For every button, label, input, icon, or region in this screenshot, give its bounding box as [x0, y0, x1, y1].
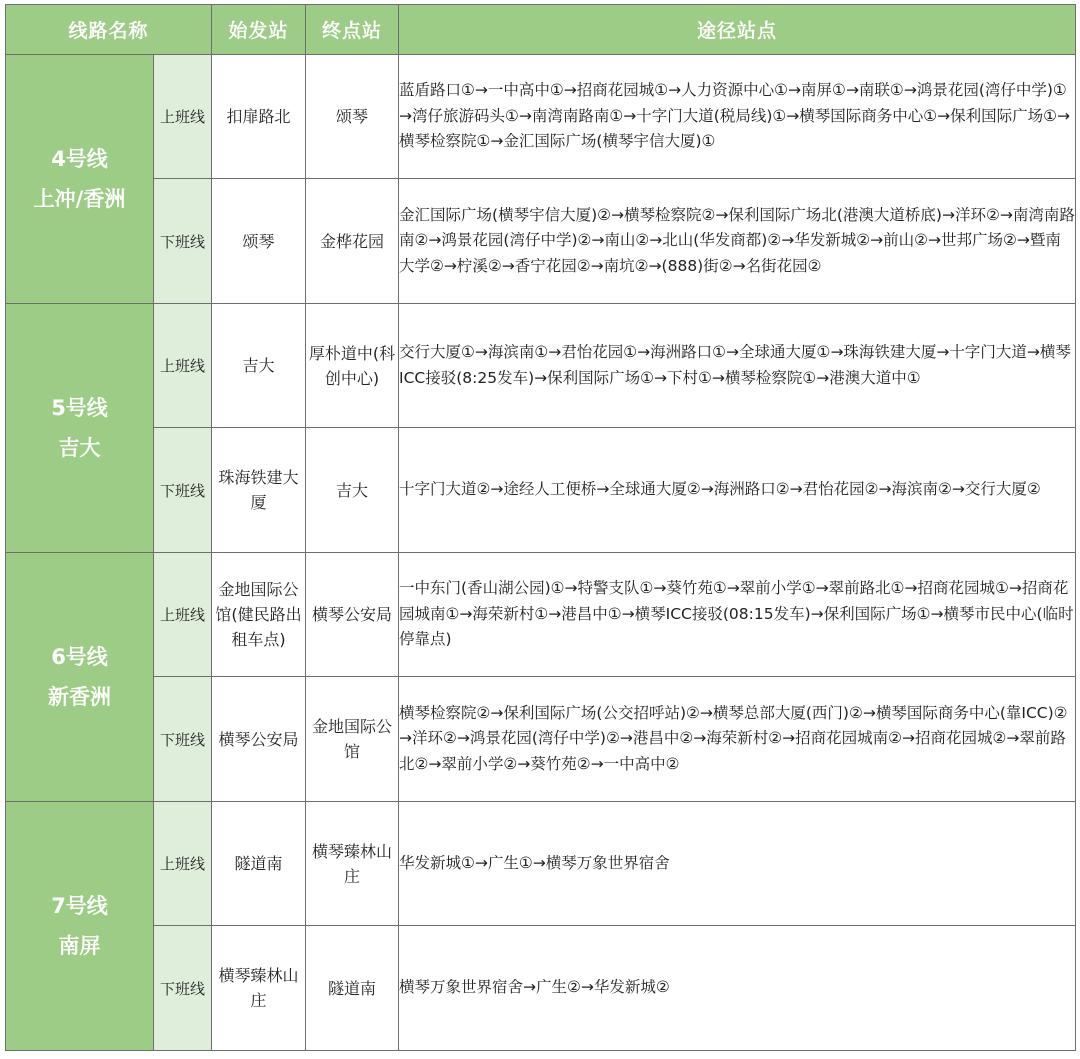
origin-text: 横琴臻林山庄 — [218, 966, 299, 1010]
origin-text: 扣扉路北 — [226, 107, 291, 126]
route-6-cell — [6, 553, 154, 802]
via-stops: 蓝盾路口①→一中高中①→招商花园城①→人力资源中心①→南屏①→南联①→鸿景花园(湾仔中学)①→湾仔旅游码头①→南湾南路南①→十字门大道(税局线)①→横琴国际商务中心①→保利国际广场①→横琴检察院①→金汇国际广场(横琴宇信大厦)① — [399, 55, 1076, 179]
origin-station — [212, 677, 306, 802]
origin-station — [212, 802, 306, 926]
terminal-text: 颂琴 — [336, 107, 369, 126]
terminal-text: 金地国际公馆 — [312, 717, 393, 761]
table-row — [6, 553, 1076, 677]
origin-station — [212, 553, 306, 677]
terminal-text: 金桦花园 — [320, 231, 385, 251]
direction-label: 上班线 — [154, 553, 212, 677]
via-stops: 金汇国际广场(横琴宇信大厦)②→横琴检察院②→保利国际广场北(港澳大道桥底)→洋环②→南湾南路南②→鸿景花园(湾仔中学)②→南山②→北山(华发商都)②→华发新城②→前山②→世邦广场②→暨南大学②→柠溪②→香宁花园②→南坑②→(888)街②→名街花园② — [399, 179, 1076, 304]
origin-station — [212, 926, 306, 1051]
direction-label: 上班线 — [154, 55, 212, 179]
direction-label: 下班线 — [154, 179, 212, 304]
table-row — [6, 926, 1076, 1051]
origin-station — [212, 428, 306, 553]
origin-station — [212, 55, 306, 179]
terminal-text: 厚朴道中(科创中心) — [308, 343, 396, 388]
table-row — [6, 304, 1076, 428]
direction-label: 下班线 — [154, 677, 212, 802]
origin-station — [212, 179, 306, 304]
origin-text: 颂琴 — [242, 231, 275, 251]
via-stops: 一中东门(香山湖公园)①→特警支队①→葵竹苑①→翠前小学①→翠前路北①→招商花园城①→招商花园城南①→海荣新村①→港昌中①→横琴ICC接驳(08:15发车)→保利国际广场①→横琴市民中心(临时停靠点) — [399, 553, 1076, 677]
via-stops: 交行大厦①→海滨南①→君怡花园①→海洲路口①→全球通大厦①→珠海铁建大厦→十字门大道→横琴ICC接驳(8:25发车)→保利国际广场①→下村①→横琴检察院①→港澳大道中① — [399, 304, 1076, 428]
terminal-station — [306, 55, 399, 179]
table-row — [6, 428, 1076, 553]
route-name: 4号线 — [51, 147, 108, 171]
route-4-cell — [6, 55, 154, 304]
header-terminal: 终点站 — [306, 5, 399, 55]
terminal-text: 横琴公安局 — [312, 605, 393, 624]
via-stops: 横琴万象世界宿舍→广生②→华发新城② — [399, 926, 1076, 1051]
origin-text: 横琴公安局 — [218, 729, 299, 749]
terminal-text: 隧道南 — [328, 978, 377, 998]
terminal-text: 横琴臻林山庄 — [312, 841, 393, 886]
terminal-station — [306, 179, 399, 304]
route-5-cell — [6, 304, 154, 553]
via-stops: 十字门大道②→途经人工便桥→全球通大厦②→海洲路口②→君怡花园②→海滨南②→交行大厦② — [399, 428, 1076, 553]
route-name: 5号线 — [51, 396, 108, 420]
header-via: 途径站点 — [399, 5, 1076, 55]
terminal-station — [306, 304, 399, 428]
table-row — [6, 677, 1076, 802]
terminal-station — [306, 428, 399, 553]
route-name: 7号线 — [51, 894, 108, 918]
route-7-cell — [6, 802, 154, 1051]
origin-text: 金地国际公馆(健民路出租车点) — [215, 580, 302, 649]
header-route-name: 线路名称 — [6, 5, 212, 55]
direction-label: 下班线 — [154, 926, 212, 1051]
table-row — [6, 802, 1076, 926]
origin-text: 隧道南 — [234, 854, 283, 873]
route-area: 吉大 — [58, 436, 101, 460]
header-origin: 始发站 — [212, 5, 306, 55]
via-stops: 华发新城①→广生①→横琴万象世界宿舍 — [399, 802, 1076, 926]
table-row — [6, 179, 1076, 304]
direction-label: 下班线 — [154, 428, 212, 553]
terminal-station — [306, 926, 399, 1051]
route-area: 新香洲 — [48, 685, 111, 709]
direction-label: 上班线 — [154, 304, 212, 428]
direction-label: 上班线 — [154, 802, 212, 926]
terminal-text: 吉大 — [336, 480, 369, 500]
origin-text: 珠海铁建大厦 — [218, 468, 299, 512]
origin-text: 吉大 — [242, 356, 275, 375]
route-table-container — [5, 4, 1075, 1051]
shuttle-route-table — [5, 4, 1076, 1051]
route-area: 南屏 — [58, 934, 101, 958]
origin-station — [212, 304, 306, 428]
route-area: 上冲/香洲 — [33, 187, 126, 211]
terminal-station — [306, 677, 399, 802]
terminal-station — [306, 553, 399, 677]
via-stops: 横琴检察院②→保利国际广场(公交招呼站)②→横琴总部大厦(西门)②→横琴国际商务中心(靠ICC)②→洋环②→鸿景花园(湾仔中学)②→港昌中②→海荣新村②→招商花园城南②→招商花园城②→翠前路北②→翠前小学②→葵竹苑②→一中高中② — [399, 677, 1076, 802]
table-header-row — [6, 5, 1076, 55]
terminal-station — [306, 802, 399, 926]
route-name: 6号线 — [51, 645, 108, 669]
table-row — [6, 55, 1076, 179]
